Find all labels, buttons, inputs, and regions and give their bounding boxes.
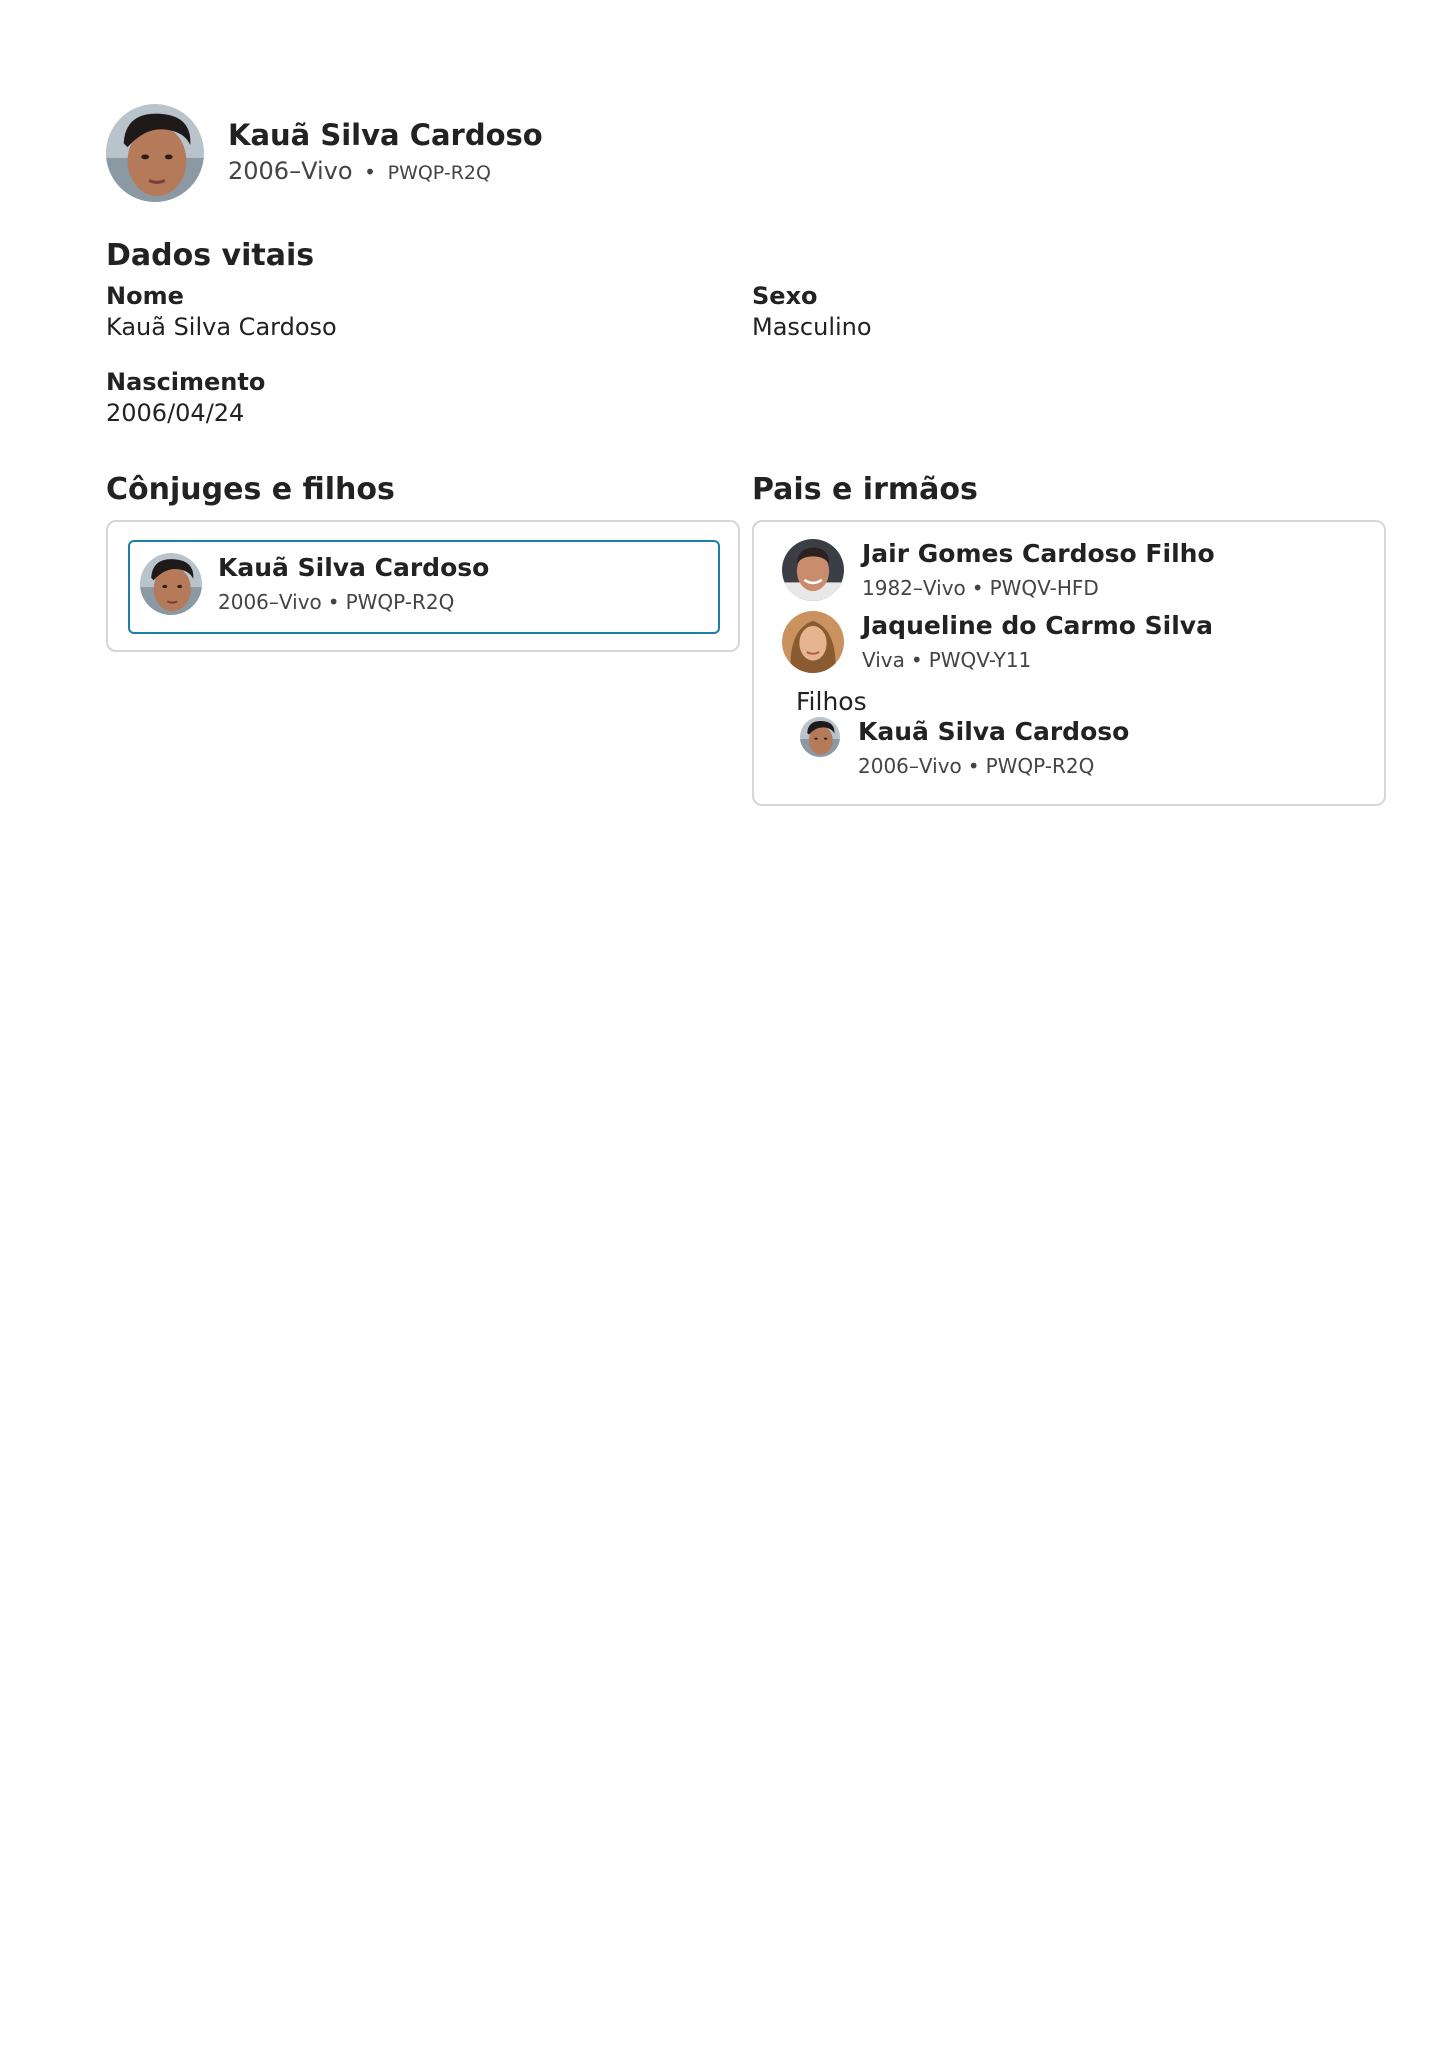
parents-card <box>752 520 1386 806</box>
profile-header <box>106 104 543 202</box>
separator: • <box>971 576 984 600</box>
child-dates: 2006–Vivo <box>858 754 962 778</box>
separator: • <box>967 754 980 778</box>
parents-title: Pais e irmãos <box>752 472 978 507</box>
mother-id: PWQV-Y11 <box>928 648 1032 672</box>
child-details <box>858 752 1129 780</box>
child-avatar-icon <box>800 717 840 757</box>
person-details <box>218 588 489 616</box>
father-dates: 1982–Vivo <box>862 576 966 600</box>
header-subtitle <box>228 155 543 189</box>
birth-value: 2006/04/24 <box>106 399 245 427</box>
name-value: Kauã Silva Cardoso <box>106 313 337 341</box>
children-label: Filhos <box>796 687 867 716</box>
separator: • <box>327 590 340 614</box>
child-row[interactable] <box>800 716 1129 780</box>
father-id: PWQV-HFD <box>989 576 1099 600</box>
person-dates: 2006–Vivo <box>218 590 322 614</box>
person-id: PWQP-R2Q <box>345 590 455 614</box>
mother-row[interactable] <box>782 610 1213 674</box>
spouses-card <box>106 520 740 652</box>
father-name[interactable]: Jair Gomes Cardoso Filho <box>862 539 1215 568</box>
sex-value: Masculino <box>752 313 872 341</box>
spouses-title: Cônjuges e filhos <box>106 472 395 507</box>
separator: • <box>910 648 923 672</box>
separator: • <box>364 160 376 184</box>
mother-avatar-icon <box>782 611 844 673</box>
vitals-title: Dados vitais <box>106 238 315 273</box>
child-name[interactable]: Kauã Silva Cardoso <box>858 717 1130 746</box>
person-dates: 2006–Vivo <box>228 157 353 185</box>
name-label: Nome <box>106 282 184 310</box>
page-title: Kauã Silva Cardoso <box>228 118 543 152</box>
person-avatar-icon <box>106 104 204 202</box>
person-name[interactable]: Kauã Silva Cardoso <box>218 553 490 582</box>
mother-dates: Viva <box>862 648 905 672</box>
father-avatar-icon <box>782 539 844 601</box>
selected-person-card[interactable] <box>128 540 720 634</box>
father-details <box>862 574 1215 602</box>
birth-label: Nascimento <box>106 368 266 396</box>
father-row[interactable] <box>782 538 1215 602</box>
person-avatar-icon <box>140 553 202 615</box>
mother-name[interactable]: Jaqueline do Carmo Silva <box>862 611 1213 640</box>
person-id[interactable]: PWQP-R2Q <box>387 162 491 184</box>
child-id: PWQP-R2Q <box>985 754 1095 778</box>
mother-details <box>862 646 1213 674</box>
sex-label: Sexo <box>752 282 818 310</box>
